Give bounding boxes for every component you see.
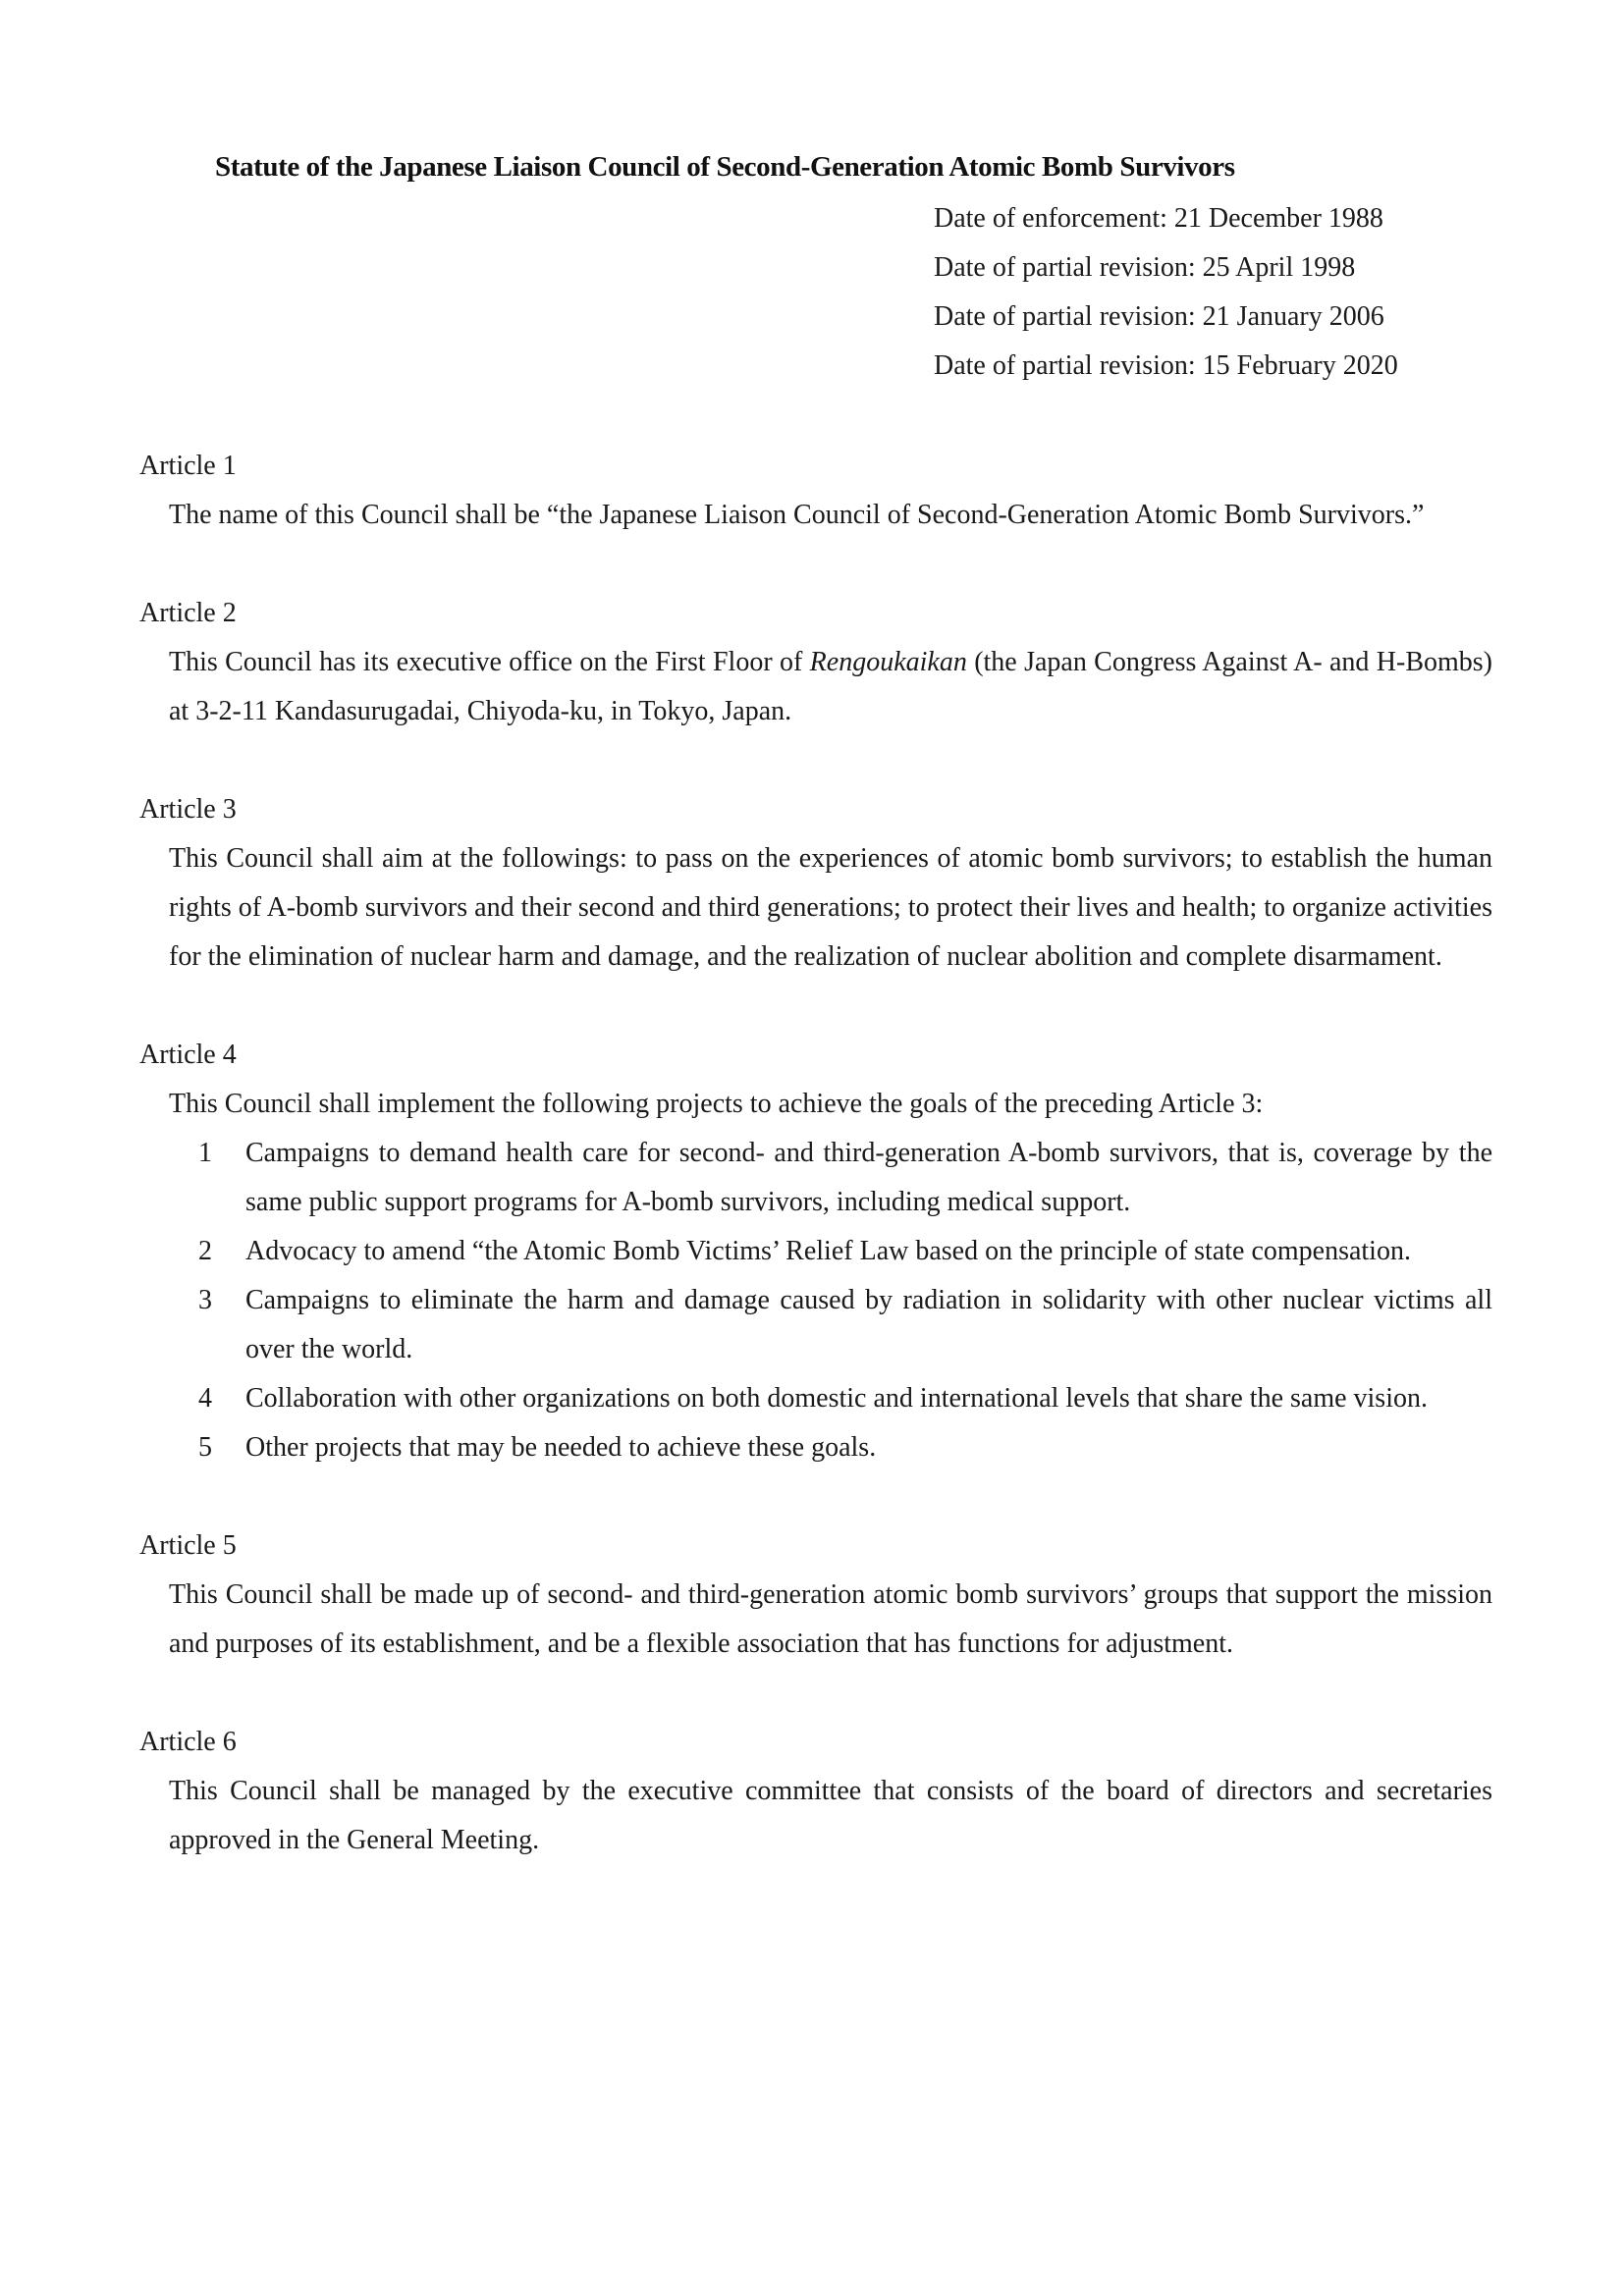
article-4: [139, 1031, 1492, 1472]
revision-date: Date of partial revision: 15 February 2020: [934, 350, 1398, 381]
document-title: Statute of the Japanese Liaison Council of Second-Generation Atomic Bomb Survivors: [215, 151, 1235, 183]
revision-date: Date of partial revision: 21 January 2006: [934, 301, 1384, 332]
list-number: 1: [198, 1138, 212, 1168]
date-block: [934, 194, 1398, 391]
list-text: Collaboration with other organizations on both domestic and international levels that share the same vision.: [245, 1383, 1428, 1414]
article-text: This Council has its executive office on the First Floor of: [169, 647, 810, 677]
article-heading: Article 1: [139, 451, 237, 481]
list-number: 5: [198, 1432, 212, 1463]
article-heading: Article 4: [139, 1040, 237, 1070]
list-item: [139, 1227, 1492, 1276]
article-text: (the Japan Congress Against A- and H-Bombs) at 3-2-11 Kandasurugadai, Chiyoda-ku, in Tokyo, Japan.: [169, 647, 1492, 726]
article-body: This Council shall aim at the followings: to pass on the experiences of atomic bomb survivors; to establish the human rights of A-bomb survivors and their second and third generations; to protect their lives and health; to organize activities for the elimination of nuclear harm and damage, and the realization of nuclear abolition and complete disarmament.: [169, 843, 1492, 972]
article-heading: Article 2: [139, 598, 237, 628]
list-text: Advocacy to amend “the Atomic Bomb Victims’ Relief Law based on the principle of state compensation.: [245, 1236, 1411, 1266]
article-5: [139, 1522, 1492, 1669]
list-item: [139, 1276, 1492, 1374]
list-number: 4: [198, 1383, 212, 1414]
list-item: [139, 1423, 1492, 1472]
list-item: [139, 1129, 1492, 1227]
article-heading: Article 3: [139, 794, 237, 825]
article-body: The name of this Council shall be “the Japanese Liaison Council of Second-Generation Atomic Bomb Survivors.”: [169, 500, 1425, 530]
list-text: Other projects that may be needed to achieve these goals.: [245, 1432, 877, 1463]
articles: [139, 442, 1492, 1914]
article-heading: Article 6: [139, 1727, 237, 1757]
italic-term: Rengoukaikan: [809, 647, 967, 677]
article-2: [139, 589, 1492, 736]
project-list: [139, 1129, 1492, 1472]
article-6: [139, 1718, 1492, 1865]
list-item: [139, 1374, 1492, 1423]
article-body: This Council shall be managed by the executive committee that consists of the board of directors and secretaries approved in the General Meeting.: [169, 1776, 1492, 1855]
article-intro: This Council shall implement the following projects to achieve the goals of the preceding Article 3:: [169, 1089, 1264, 1119]
list-text: Campaigns to eliminate the harm and damage caused by radiation in solidarity with other nuclear victims all over the world.: [245, 1285, 1492, 1364]
list-number: 3: [198, 1285, 212, 1315]
list-number: 2: [198, 1236, 212, 1266]
article-body: [169, 638, 1492, 736]
article-1: [139, 442, 1492, 540]
list-text: Campaigns to demand health care for second- and third-generation A-bomb survivors, that is, coverage by the same public support programs for A-bomb survivors, including medical support.: [245, 1138, 1492, 1217]
enforcement-date: Date of enforcement: 21 December 1988: [934, 203, 1383, 234]
article-body: This Council shall be made up of second- and third-generation atomic bomb survivors’ groups that support the mission and purposes of its establishment, and be a flexible association that has functions for adjustment.: [169, 1579, 1492, 1659]
revision-date: Date of partial revision: 25 April 1998: [934, 252, 1356, 283]
article-heading: Article 5: [139, 1530, 237, 1561]
article-3: [139, 785, 1492, 982]
